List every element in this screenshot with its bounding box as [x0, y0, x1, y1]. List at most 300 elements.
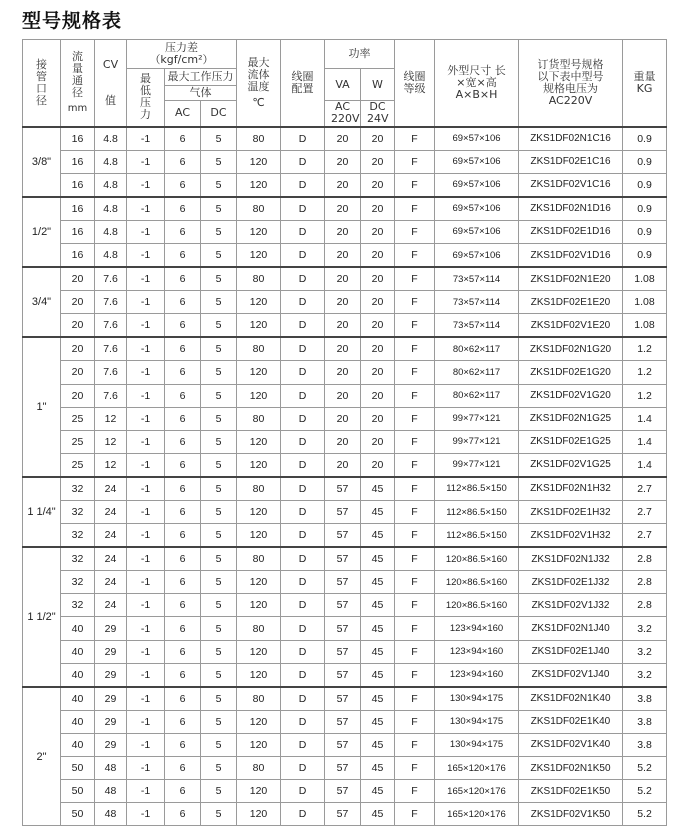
va-cell: 57 [325, 524, 361, 548]
w-cell: 45 [361, 663, 395, 687]
cv-cell: 24 [95, 594, 127, 617]
table-row [23, 547, 667, 571]
model-cell: ZKS1DF02V1J40 [519, 663, 623, 687]
dc-pressure-cell: 5 [201, 407, 237, 430]
dc-pressure-cell: 5 [201, 524, 237, 548]
port-size-cell: 1/2" [23, 197, 61, 267]
model-cell: ZKS1DF02N1J32 [519, 547, 623, 571]
weight-cell: 0.9 [623, 127, 667, 151]
temp-cell: 80 [237, 477, 281, 501]
coil-grade-cell: F [395, 127, 435, 151]
coil-config-cell: D [281, 291, 325, 314]
model-cell: ZKS1DF02V1K40 [519, 733, 623, 756]
header-weight-label: 重量 KG [633, 69, 656, 95]
flow-cell: 20 [61, 314, 95, 338]
va-cell: 57 [325, 710, 361, 733]
weight-cell: 0.9 [623, 150, 667, 173]
cv-cell: 7.6 [95, 314, 127, 338]
weight-cell: 1.2 [623, 361, 667, 384]
temp-cell: 80 [237, 127, 281, 151]
table-row [23, 757, 667, 780]
va-cell: 57 [325, 477, 361, 501]
model-cell: ZKS1DF02E1J32 [519, 571, 623, 594]
flow-cell: 40 [61, 733, 95, 756]
dc-pressure-cell: 5 [201, 150, 237, 173]
dimensions-cell: 99×77×121 [435, 407, 519, 430]
header-min-pressure-label: 最低压力 [140, 72, 151, 122]
weight-cell: 2.7 [623, 501, 667, 524]
min-pressure-cell: -1 [127, 547, 165, 571]
va-cell: 57 [325, 687, 361, 711]
temp-cell: 120 [237, 663, 281, 687]
weight-cell: 1.2 [623, 337, 667, 361]
flow-cell: 16 [61, 197, 95, 221]
va-cell: 57 [325, 780, 361, 803]
header-flow-char: 流 [72, 49, 83, 63]
weight-cell: 3.2 [623, 663, 667, 687]
cv-cell: 29 [95, 640, 127, 663]
header-va: VA [325, 69, 361, 101]
cv-cell: 24 [95, 571, 127, 594]
min-pressure-cell: -1 [127, 361, 165, 384]
va-cell: 57 [325, 663, 361, 687]
header-cv-value-label: 值 [105, 93, 116, 107]
va-cell: 20 [325, 220, 361, 243]
model-cell: ZKS1DF02V1C16 [519, 173, 623, 197]
flow-cell: 16 [61, 173, 95, 197]
flow-cell: 16 [61, 150, 95, 173]
dimensions-cell: 120×86.5×160 [435, 547, 519, 571]
flow-cell: 32 [61, 524, 95, 548]
cv-cell: 12 [95, 430, 127, 453]
model-cell: ZKS1DF02E1H32 [519, 501, 623, 524]
flow-cell: 32 [61, 547, 95, 571]
coil-grade-cell: F [395, 547, 435, 571]
dc-pressure-cell: 5 [201, 617, 237, 640]
temp-cell: 120 [237, 314, 281, 338]
ac-pressure-cell: 6 [165, 267, 201, 291]
dimensions-cell: 165×120×176 [435, 757, 519, 780]
spec-table [22, 39, 667, 826]
cv-cell: 4.8 [95, 220, 127, 243]
coil-config-cell: D [281, 384, 325, 407]
table-row [23, 477, 667, 501]
weight-cell: 1.4 [623, 453, 667, 477]
ac-pressure-cell: 6 [165, 291, 201, 314]
weight-cell: 2.7 [623, 524, 667, 548]
model-cell: ZKS1DF02E1J40 [519, 640, 623, 663]
ac-pressure-cell: 6 [165, 453, 201, 477]
temp-cell: 120 [237, 150, 281, 173]
header-min-pressure [127, 69, 165, 127]
header-dimensions [435, 40, 519, 127]
min-pressure-cell: -1 [127, 733, 165, 756]
dc-pressure-cell: 5 [201, 267, 237, 291]
model-cell: ZKS1DF02V1H32 [519, 524, 623, 548]
header-flow-unit: mm [67, 102, 88, 114]
coil-grade-cell: F [395, 220, 435, 243]
dimensions-cell: 80×62×117 [435, 337, 519, 361]
header-coil-grade [395, 40, 435, 127]
model-cell: ZKS1DF02N1G25 [519, 407, 623, 430]
va-cell: 20 [325, 314, 361, 338]
min-pressure-cell: -1 [127, 384, 165, 407]
model-cell: ZKS1DF02N1E20 [519, 267, 623, 291]
cv-cell: 4.8 [95, 150, 127, 173]
temp-cell: 120 [237, 803, 281, 826]
min-pressure-cell: -1 [127, 150, 165, 173]
weight-cell: 1.4 [623, 407, 667, 430]
w-cell: 20 [361, 314, 395, 338]
weight-cell: 5.2 [623, 780, 667, 803]
port-size-cell: 3/8" [23, 127, 61, 197]
va-cell: 20 [325, 197, 361, 221]
coil-grade-cell: F [395, 197, 435, 221]
page-title: 型号规格表 [22, 10, 123, 32]
ac-pressure-cell: 6 [165, 687, 201, 711]
w-cell: 45 [361, 757, 395, 780]
temp-cell: 120 [237, 220, 281, 243]
header-port-char: 接 [36, 57, 47, 71]
w-cell: 45 [361, 501, 395, 524]
dc-pressure-cell: 5 [201, 594, 237, 617]
va-cell: 57 [325, 733, 361, 756]
dimensions-cell: 112×86.5×150 [435, 524, 519, 548]
port-size-cell: 1 1/2" [23, 547, 61, 687]
min-pressure-cell: -1 [127, 291, 165, 314]
weight-cell: 0.9 [623, 220, 667, 243]
model-cell: ZKS1DF02N1G20 [519, 337, 623, 361]
va-cell: 20 [325, 361, 361, 384]
temp-cell: 120 [237, 501, 281, 524]
coil-config-cell: D [281, 617, 325, 640]
coil-grade-cell: F [395, 407, 435, 430]
w-cell: 45 [361, 524, 395, 548]
va-cell: 20 [325, 243, 361, 267]
w-cell: 20 [361, 243, 395, 267]
header-coil-config-label: 线圈配置 [291, 69, 314, 95]
table-row [23, 361, 667, 384]
cv-cell: 4.8 [95, 197, 127, 221]
temp-cell: 120 [237, 291, 281, 314]
coil-grade-cell: F [395, 384, 435, 407]
weight-cell: 2.8 [623, 571, 667, 594]
coil-config-cell: D [281, 571, 325, 594]
cv-cell: 48 [95, 780, 127, 803]
coil-grade-cell: F [395, 150, 435, 173]
coil-grade-cell: F [395, 361, 435, 384]
w-cell: 20 [361, 407, 395, 430]
header-cv-label: CV [102, 57, 119, 71]
dimensions-cell: 80×62×117 [435, 384, 519, 407]
header-order-model [519, 40, 623, 127]
weight-cell: 2.8 [623, 547, 667, 571]
table-row [23, 780, 667, 803]
header-w: W [361, 69, 395, 101]
w-cell: 20 [361, 127, 395, 151]
coil-grade-cell: F [395, 663, 435, 687]
dc-pressure-cell: 5 [201, 384, 237, 407]
temp-cell: 80 [237, 757, 281, 780]
dimensions-cell: 112×86.5×150 [435, 477, 519, 501]
flow-cell: 32 [61, 501, 95, 524]
model-cell: ZKS1DF02V1G20 [519, 384, 623, 407]
w-cell: 45 [361, 710, 395, 733]
cv-cell: 24 [95, 547, 127, 571]
min-pressure-cell: -1 [127, 571, 165, 594]
coil-config-cell: D [281, 640, 325, 663]
min-pressure-cell: -1 [127, 501, 165, 524]
va-cell: 20 [325, 407, 361, 430]
model-cell: ZKS1DF02N1H32 [519, 477, 623, 501]
min-pressure-cell: -1 [127, 663, 165, 687]
va-cell: 20 [325, 337, 361, 361]
dc-pressure-cell: 5 [201, 337, 237, 361]
min-pressure-cell: -1 [127, 430, 165, 453]
model-cell: ZKS1DF02E1G25 [519, 430, 623, 453]
w-cell: 45 [361, 733, 395, 756]
coil-grade-cell: F [395, 501, 435, 524]
ac-pressure-cell: 6 [165, 780, 201, 803]
dimensions-cell: 120×86.5×160 [435, 571, 519, 594]
table-row [23, 803, 667, 826]
weight-cell: 3.8 [623, 687, 667, 711]
header-weight [623, 40, 667, 127]
table-row [23, 571, 667, 594]
dimensions-cell: 69×57×106 [435, 220, 519, 243]
coil-grade-cell: F [395, 780, 435, 803]
weight-cell: 1.08 [623, 267, 667, 291]
header-cv [95, 40, 127, 127]
header-dc24 [361, 101, 395, 127]
va-cell: 57 [325, 640, 361, 663]
w-cell: 20 [361, 453, 395, 477]
min-pressure-cell: -1 [127, 243, 165, 267]
flow-cell: 50 [61, 780, 95, 803]
dc-pressure-cell: 5 [201, 733, 237, 756]
temp-cell: 80 [237, 547, 281, 571]
header-flow-char: 径 [72, 85, 83, 99]
va-cell: 57 [325, 803, 361, 826]
ac-pressure-cell: 6 [165, 733, 201, 756]
coil-config-cell: D [281, 477, 325, 501]
flow-cell: 16 [61, 220, 95, 243]
w-cell: 20 [361, 267, 395, 291]
header-ac: AC [165, 101, 201, 127]
coil-grade-cell: F [395, 757, 435, 780]
model-cell: ZKS1DF02E1E20 [519, 291, 623, 314]
ac-pressure-cell: 6 [165, 197, 201, 221]
flow-cell: 16 [61, 243, 95, 267]
dimensions-cell: 73×57×114 [435, 267, 519, 291]
port-size-cell: 1 1/4" [23, 477, 61, 547]
cv-cell: 24 [95, 477, 127, 501]
coil-config-cell: D [281, 453, 325, 477]
flow-cell: 25 [61, 430, 95, 453]
cv-cell: 12 [95, 407, 127, 430]
temp-cell: 80 [237, 617, 281, 640]
cv-cell: 4.8 [95, 127, 127, 151]
coil-grade-cell: F [395, 267, 435, 291]
dimensions-cell: 120×86.5×160 [435, 594, 519, 617]
coil-config-cell: D [281, 267, 325, 291]
w-cell: 20 [361, 197, 395, 221]
coil-grade-cell: F [395, 594, 435, 617]
w-cell: 45 [361, 640, 395, 663]
coil-config-cell: D [281, 173, 325, 197]
coil-grade-cell: F [395, 733, 435, 756]
header-dimensions-label: 外型尺寸 长×宽×高 A×B×H [447, 63, 506, 101]
temp-cell: 120 [237, 430, 281, 453]
header-dc24-label: DC 24V [367, 100, 389, 126]
table-row [23, 337, 667, 361]
ac-pressure-cell: 6 [165, 524, 201, 548]
coil-config-cell: D [281, 733, 325, 756]
weight-cell: 3.8 [623, 710, 667, 733]
model-cell: ZKS1DF02N1D16 [519, 197, 623, 221]
header-gas: 气体 [165, 86, 237, 101]
dc-pressure-cell: 5 [201, 291, 237, 314]
w-cell: 45 [361, 687, 395, 711]
header-max-temp [237, 40, 281, 127]
dimensions-cell: 130×94×175 [435, 733, 519, 756]
cv-cell: 29 [95, 617, 127, 640]
dimensions-cell: 112×86.5×150 [435, 501, 519, 524]
weight-cell: 3.2 [623, 617, 667, 640]
table-row [23, 197, 667, 221]
table-row [23, 407, 667, 430]
coil-config-cell: D [281, 407, 325, 430]
min-pressure-cell: -1 [127, 524, 165, 548]
min-pressure-cell: -1 [127, 197, 165, 221]
cv-cell: 4.8 [95, 243, 127, 267]
weight-cell: 1.08 [623, 291, 667, 314]
coil-config-cell: D [281, 430, 325, 453]
coil-grade-cell: F [395, 477, 435, 501]
va-cell: 57 [325, 571, 361, 594]
temp-cell: 120 [237, 524, 281, 548]
ac-pressure-cell: 6 [165, 571, 201, 594]
dimensions-cell: 165×120×176 [435, 803, 519, 826]
coil-grade-cell: F [395, 640, 435, 663]
dc-pressure-cell: 5 [201, 640, 237, 663]
dc-pressure-cell: 5 [201, 663, 237, 687]
model-cell: ZKS1DF02N1K40 [519, 687, 623, 711]
header-max-pressure: 最大工作压力 [165, 69, 237, 86]
dc-pressure-cell: 5 [201, 314, 237, 338]
header-port-char: 管 [36, 69, 47, 83]
va-cell: 20 [325, 430, 361, 453]
weight-cell: 3.2 [623, 640, 667, 663]
dimensions-cell: 69×57×106 [435, 173, 519, 197]
va-cell: 20 [325, 150, 361, 173]
coil-config-cell: D [281, 547, 325, 571]
min-pressure-cell: -1 [127, 687, 165, 711]
coil-config-cell: D [281, 757, 325, 780]
weight-cell: 0.9 [623, 243, 667, 267]
table-row [23, 640, 667, 663]
w-cell: 20 [361, 291, 395, 314]
header-flow [61, 40, 95, 127]
w-cell: 45 [361, 594, 395, 617]
coil-config-cell: D [281, 220, 325, 243]
va-cell: 20 [325, 291, 361, 314]
dimensions-cell: 130×94×175 [435, 710, 519, 733]
temp-cell: 120 [237, 733, 281, 756]
flow-cell: 50 [61, 757, 95, 780]
ac-pressure-cell: 6 [165, 361, 201, 384]
header-dc: DC [201, 101, 237, 127]
table-row [23, 594, 667, 617]
table-row [23, 314, 667, 338]
flow-cell: 20 [61, 337, 95, 361]
dc-pressure-cell: 5 [201, 197, 237, 221]
min-pressure-cell: -1 [127, 757, 165, 780]
dimensions-cell: 73×57×114 [435, 291, 519, 314]
dimensions-cell: 69×57×106 [435, 243, 519, 267]
w-cell: 45 [361, 571, 395, 594]
dc-pressure-cell: 5 [201, 127, 237, 151]
coil-grade-cell: F [395, 524, 435, 548]
cv-cell: 4.8 [95, 173, 127, 197]
va-cell: 20 [325, 173, 361, 197]
flow-cell: 20 [61, 384, 95, 407]
ac-pressure-cell: 6 [165, 337, 201, 361]
w-cell: 20 [361, 384, 395, 407]
flow-cell: 32 [61, 594, 95, 617]
table-row [23, 220, 667, 243]
coil-config-cell: D [281, 361, 325, 384]
temp-cell: 80 [237, 267, 281, 291]
flow-cell: 50 [61, 803, 95, 826]
dimensions-cell: 69×57×106 [435, 197, 519, 221]
dc-pressure-cell: 5 [201, 501, 237, 524]
ac-pressure-cell: 6 [165, 663, 201, 687]
min-pressure-cell: -1 [127, 594, 165, 617]
table-row [23, 524, 667, 548]
header-coil-grade-label: 线圈等级 [403, 69, 426, 95]
flow-cell: 40 [61, 710, 95, 733]
table-header [23, 40, 667, 127]
va-cell: 57 [325, 617, 361, 640]
w-cell: 20 [361, 220, 395, 243]
table-row [23, 733, 667, 756]
min-pressure-cell: -1 [127, 337, 165, 361]
header-port-char: 径 [36, 93, 47, 107]
min-pressure-cell: -1 [127, 780, 165, 803]
ac-pressure-cell: 6 [165, 384, 201, 407]
va-cell: 57 [325, 757, 361, 780]
table-body [23, 127, 667, 826]
header-ac220 [325, 101, 361, 127]
va-cell: 20 [325, 127, 361, 151]
temp-cell: 120 [237, 710, 281, 733]
dc-pressure-cell: 5 [201, 710, 237, 733]
header-flow-char: 通 [72, 73, 83, 87]
coil-grade-cell: F [395, 571, 435, 594]
dimensions-cell: 69×57×106 [435, 150, 519, 173]
va-cell: 20 [325, 453, 361, 477]
header-max-temp-label: 最大流体温度 [247, 55, 270, 93]
ac-pressure-cell: 6 [165, 243, 201, 267]
min-pressure-cell: -1 [127, 267, 165, 291]
ac-pressure-cell: 6 [165, 173, 201, 197]
flow-cell: 25 [61, 453, 95, 477]
coil-config-cell: D [281, 780, 325, 803]
cv-cell: 48 [95, 757, 127, 780]
min-pressure-cell: -1 [127, 477, 165, 501]
coil-config-cell: D [281, 314, 325, 338]
